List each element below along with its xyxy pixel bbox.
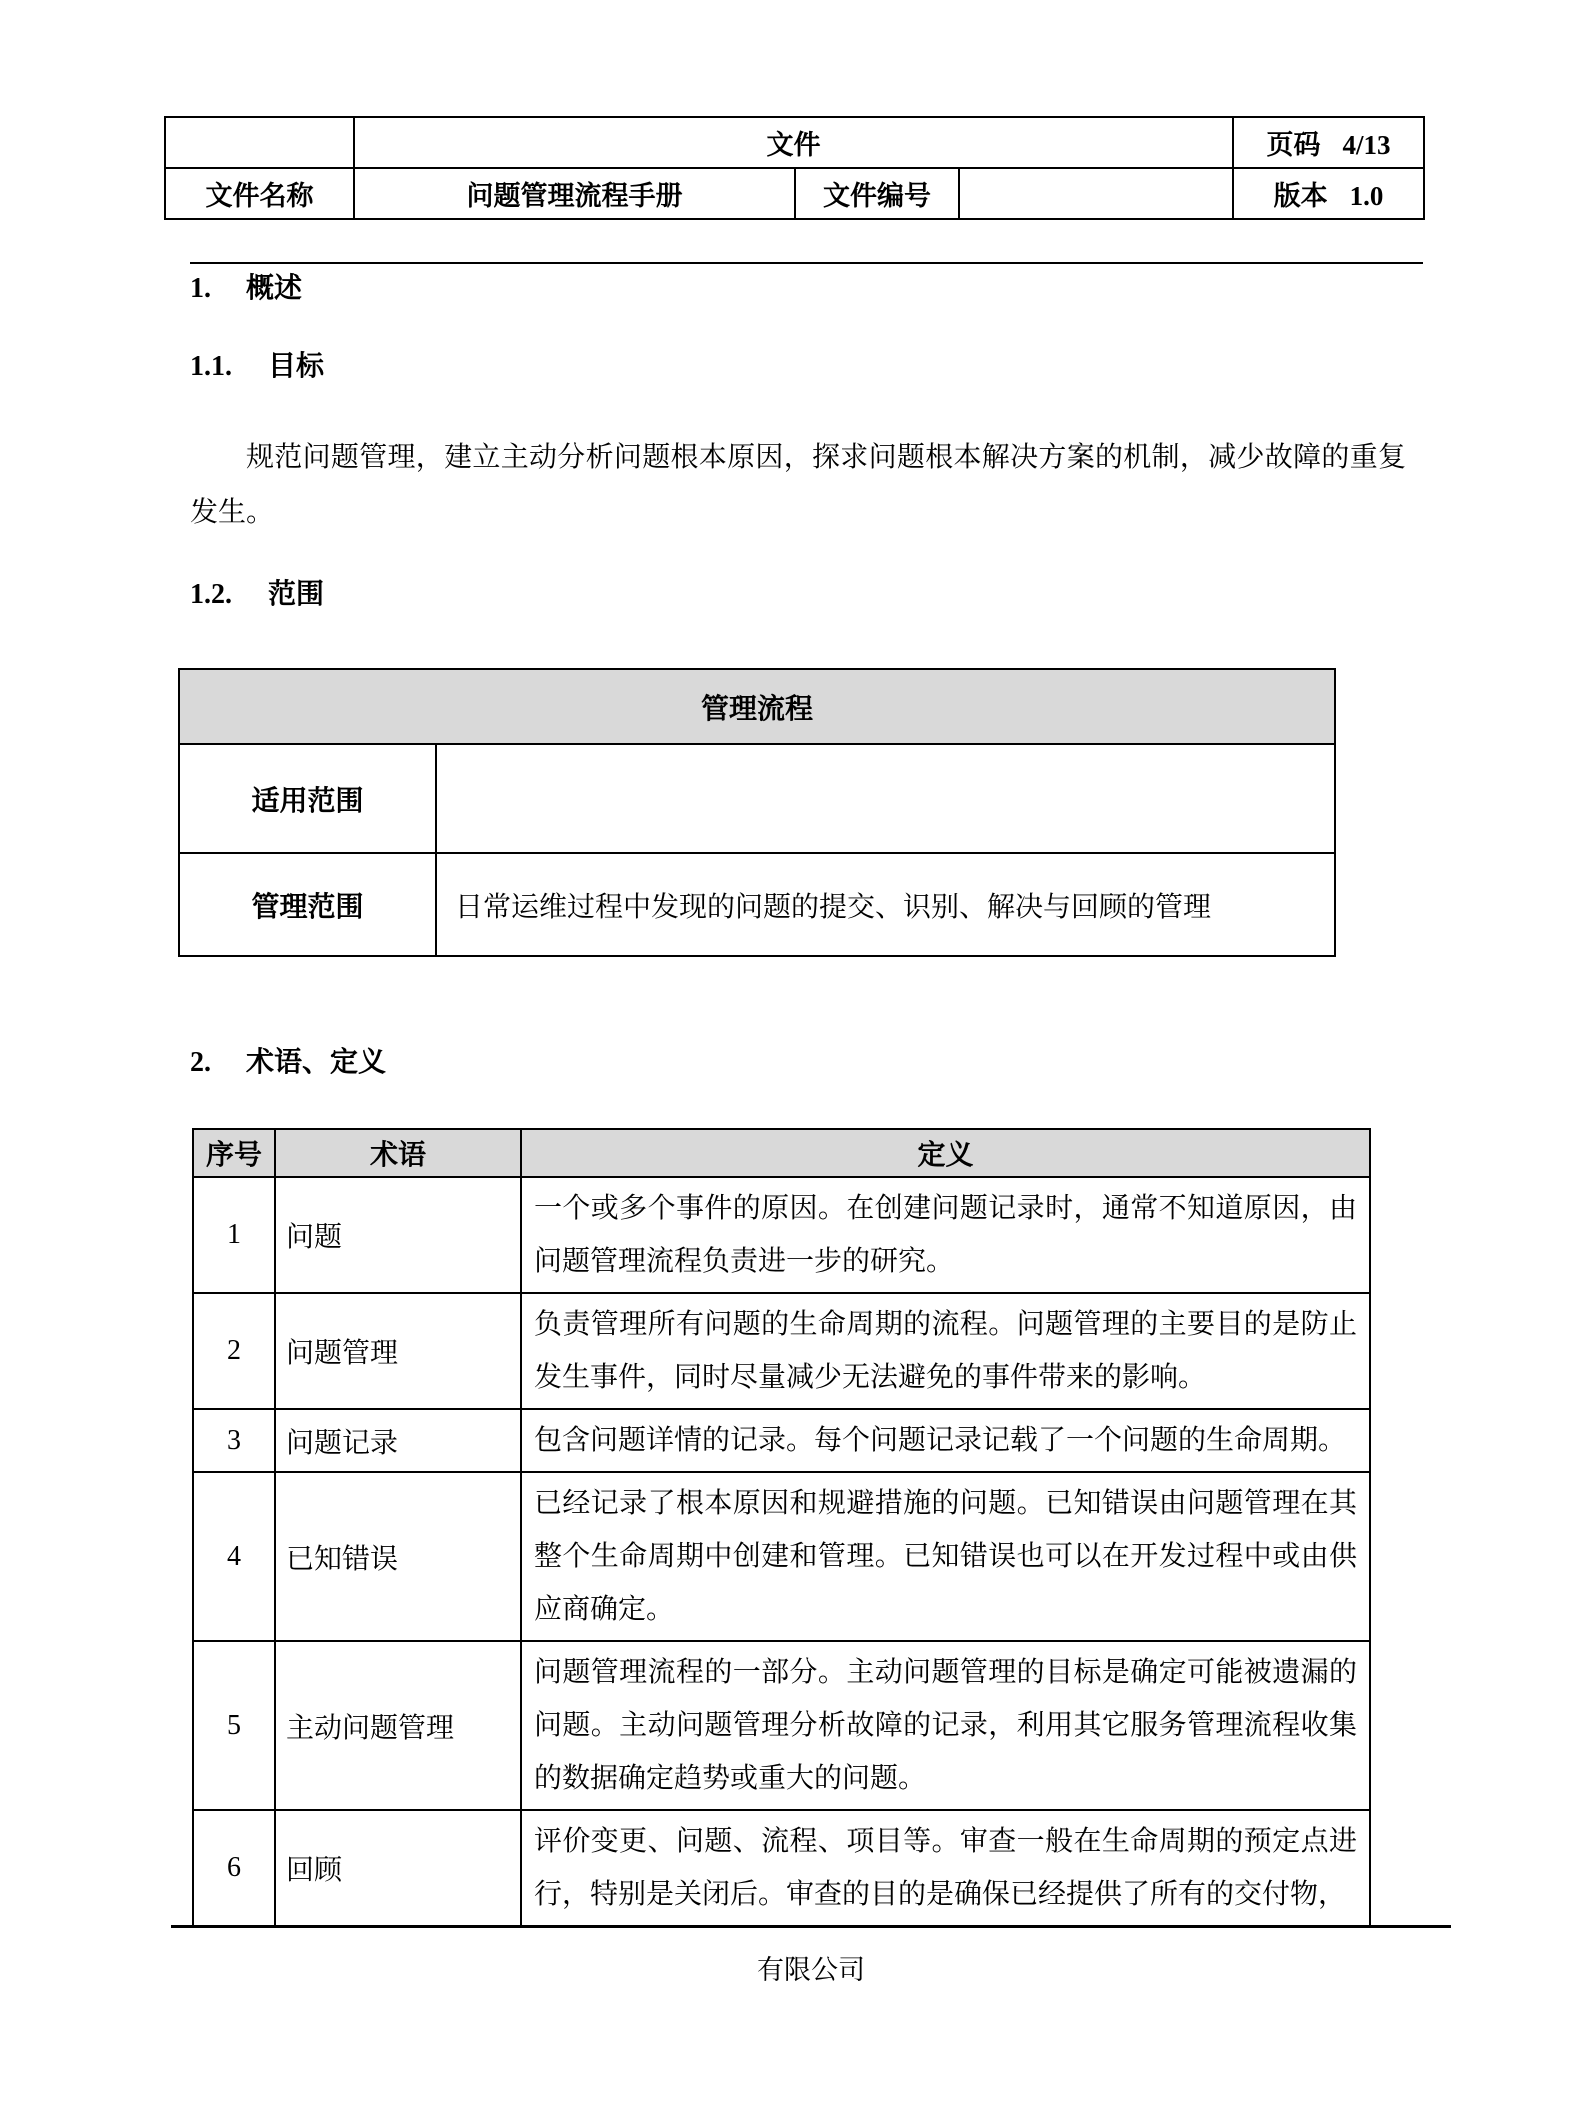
term-definition: 负责管理所有问题的生命周期的流程。问题管理的主要目的是防止发生事件，同时尽量减少无法避免的事件带来的影响。: [521, 1293, 1370, 1409]
terms-col-no: 序号: [193, 1129, 275, 1177]
term-name: 问题: [275, 1177, 521, 1293]
scope-table: [178, 668, 1336, 957]
table-row: [193, 1472, 1370, 1641]
section-title: 范围: [268, 579, 325, 610]
term-definition: 问题管理流程的一部分。主动问题管理的目标是确定可能被遗漏的问题。主动问题管理分析故障的记录，利用其它服务管理流程收集的数据确定趋势或重大的问题。: [521, 1641, 1370, 1810]
section-heading-overview: [190, 272, 302, 306]
term-no: 5: [193, 1641, 275, 1810]
table-row: [165, 168, 1424, 219]
section-heading-goal: [190, 350, 324, 384]
term-no: 1: [193, 1177, 275, 1293]
scope-row-label: 适用范围: [179, 744, 436, 853]
terms-table: [192, 1128, 1371, 1927]
terms-col-definition: 定义: [521, 1129, 1370, 1177]
doc-name: 问题管理流程手册: [354, 168, 795, 219]
section-number: 1.: [190, 273, 211, 304]
term-definition: 评价变更、问题、流程、项目等。审查一般在生命周期的预定点进行，特别是关闭后。审查的目的是确保已经提供了所有的交付物，: [521, 1810, 1370, 1926]
goal-paragraph: 规范问题管理，建立主动分析问题根本原因，探求问题根本解决方案的机制，减少故障的重复发生。: [190, 442, 1406, 528]
table-row: [179, 669, 1335, 744]
terms-col-term: 术语: [275, 1129, 521, 1177]
header-divider: [190, 262, 1423, 264]
term-definition: 一个或多个事件的原因。在创建问题记录时，通常不知道原因，由问题管理流程负责进一步的研究。: [521, 1177, 1370, 1293]
term-name: 回顾: [275, 1810, 521, 1926]
section-number: 2.: [190, 1047, 211, 1078]
version-label: 版本: [1273, 181, 1328, 211]
table-row: [193, 1177, 1370, 1293]
header-empty-cell: [165, 117, 354, 168]
table-row: [193, 1293, 1370, 1409]
section-title: 术语、定义: [246, 1047, 387, 1078]
table-row: [193, 1810, 1370, 1926]
footer-divider: [171, 1925, 1451, 1928]
term-no: 2: [193, 1293, 275, 1409]
section-heading-scope: [190, 578, 324, 612]
scope-row-label: 管理范围: [179, 853, 436, 956]
scope-row-value: 日常运维过程中发现的问题的提交、识别、解决与回顾的管理: [436, 853, 1335, 956]
scope-row-value: [436, 744, 1335, 853]
table-row: [193, 1409, 1370, 1472]
term-no: 3: [193, 1409, 275, 1472]
term-no: 6: [193, 1810, 275, 1926]
doc-header-table: [164, 116, 1425, 220]
section-number: 1.1.: [190, 351, 232, 382]
table-row: [179, 744, 1335, 853]
doc-name-label: 文件名称: [165, 168, 354, 219]
term-name: 问题记录: [275, 1409, 521, 1472]
header-version-cell: [1233, 168, 1424, 219]
page-value: 4/13: [1342, 130, 1391, 160]
term-definition: 已经记录了根本原因和规避措施的问题。已知错误由问题管理在其整个生命周期中创建和管理。已知错误也可以在开发过程中或由供应商确定。: [521, 1472, 1370, 1641]
header-doc-label: 文件: [354, 117, 1233, 168]
header-page-cell: [1233, 117, 1424, 168]
term-name: 主动问题管理: [275, 1641, 521, 1810]
section-heading-terms: [190, 1046, 386, 1080]
term-definition: 包含问题详情的记录。每个问题记录记载了一个问题的生命周期。: [521, 1409, 1370, 1472]
page-label: 页码: [1266, 130, 1321, 160]
table-row: [165, 117, 1424, 168]
version-value: 1.0: [1349, 181, 1384, 211]
section-title: 概述: [246, 273, 303, 304]
section-title: 目标: [268, 351, 325, 382]
footer-company: 有限公司: [757, 1955, 865, 1985]
doc-number-label: 文件编号: [795, 168, 959, 219]
table-header-row: [193, 1129, 1370, 1177]
term-name: 已知错误: [275, 1472, 521, 1641]
table-row: [193, 1641, 1370, 1810]
scope-table-header: 管理流程: [179, 669, 1335, 744]
doc-number-value: [959, 168, 1233, 219]
term-name: 问题管理: [275, 1293, 521, 1409]
term-no: 4: [193, 1472, 275, 1641]
section-number: 1.2.: [190, 579, 232, 610]
table-row: [179, 853, 1335, 956]
